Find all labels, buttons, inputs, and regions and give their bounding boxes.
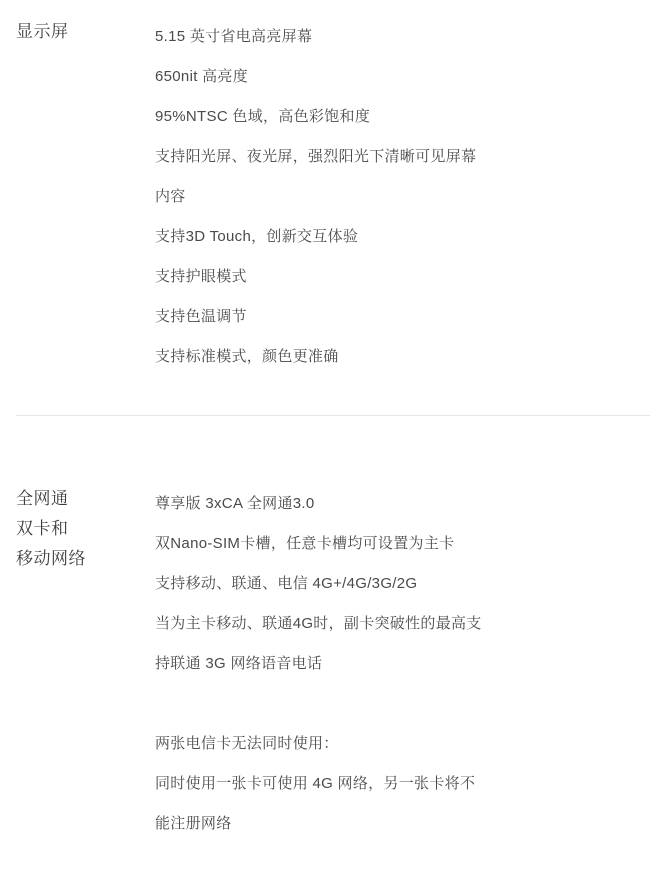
spec-line: 支持移动、联通、电信 4G+/4G/3G/2G (155, 575, 418, 592)
spec-label-line: 双卡和 (16, 519, 69, 538)
spec-line: 支持阳光屏、夜光屏，强烈阳光下清晰可见屏幕 (155, 148, 477, 165)
spec-section-display (0, 0, 666, 377)
spec-line: 两张电信卡无法同时使用： (155, 735, 339, 752)
spec-body-network (155, 484, 666, 844)
spec-line: 当为主卡移动、联通4G时，副卡突破性的最高支 (155, 615, 482, 632)
spec-line: 持联通 3G 网络语音电话 (155, 655, 323, 672)
spec-body-display (155, 17, 666, 377)
spec-line: 支持3D Touch，创新交互体验 (155, 228, 359, 245)
spec-line-gap (155, 684, 596, 724)
spec-label-line: 移动网络 (16, 549, 86, 568)
spec-line: 能注册网络 (155, 815, 232, 832)
spec-section-network (0, 416, 666, 844)
spec-line: 双Nano-SIM卡槽，任意卡槽均可设置为主卡 (155, 535, 455, 552)
spec-line: 同时使用一张卡可使用 4G 网络，另一张卡将不 (155, 775, 476, 792)
spec-line: 5.15 英寸省电高亮屏幕 (155, 28, 313, 45)
spec-line: 650nit 高亮度 (155, 68, 249, 85)
spec-line: 95%NTSC 色域，高色彩饱和度 (155, 108, 371, 125)
spec-label-line: 全网通 (16, 489, 69, 508)
spec-line: 支持色温调节 (155, 308, 247, 325)
spec-line: 内容 (155, 188, 186, 205)
spec-label-display (0, 17, 155, 47)
spec-line: 支持护眼模式 (155, 268, 247, 285)
spec-line: 尊享版 3xCA 全网通3.0 (155, 495, 315, 512)
spec-label-network (0, 484, 155, 574)
spec-line: 支持标准模式，颜色更准确 (155, 348, 339, 365)
spec-label-line: 显示屏 (16, 22, 69, 41)
divider-wrap (0, 377, 666, 416)
